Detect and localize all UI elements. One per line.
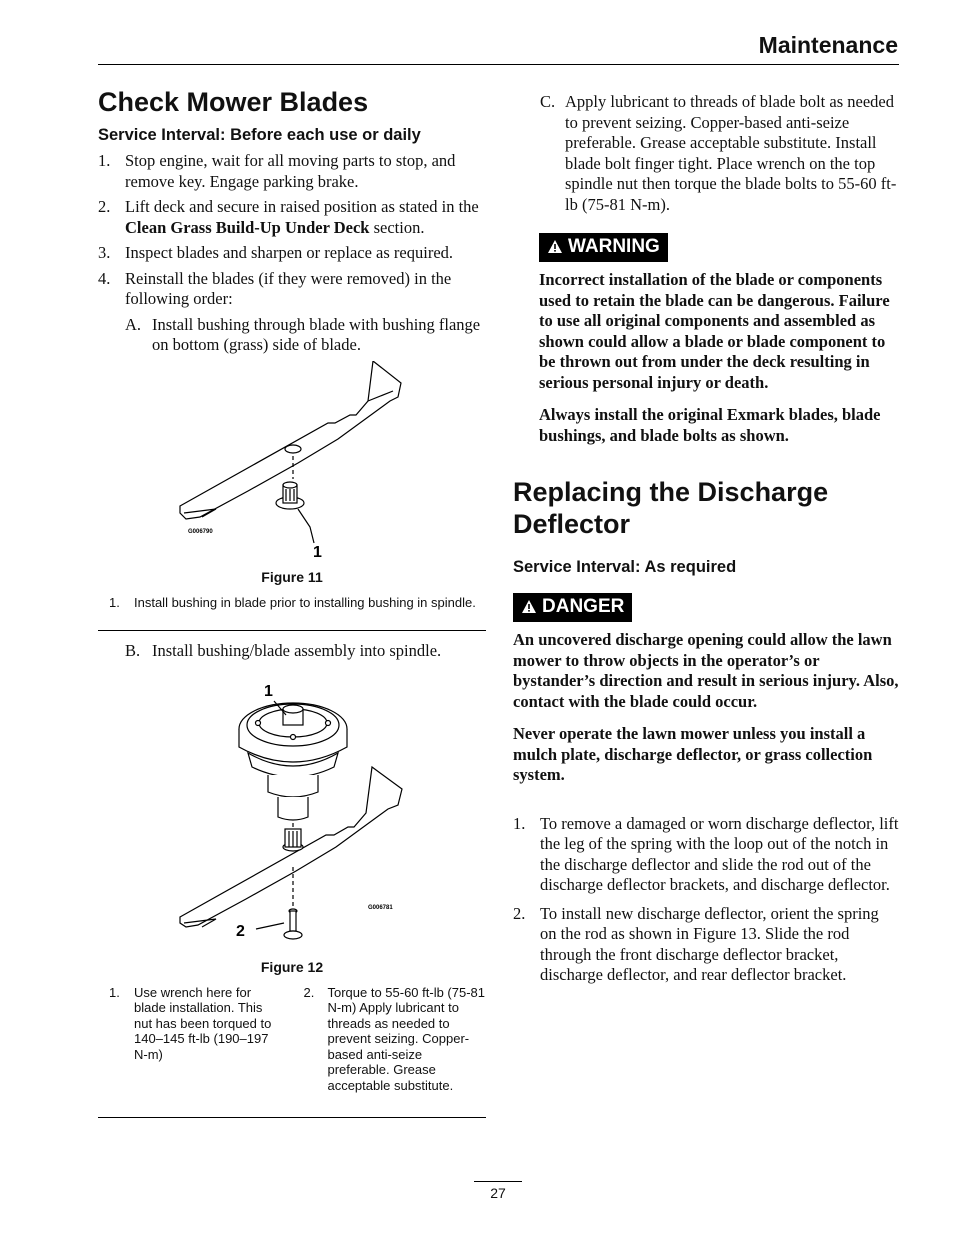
figure-11-callout-1: 1	[313, 543, 322, 561]
deflector-step-1: 1. To remove a damaged or worn discharge deflector, lift the leg of the spring with the loop out of the notch in the discharge deflector and slide the rod out of the discharge deflector brackets, and discharge deflector.	[513, 813, 899, 894]
danger-text-2: Never operate the lawn mower unless you install a mulch plate, discharge deflector, or grass collection system.	[513, 724, 873, 784]
figure-12-notes	[98, 985, 486, 1094]
deflector-steps	[513, 814, 899, 986]
warning-block	[539, 233, 899, 446]
danger-badge: DANGER	[513, 593, 632, 622]
check-blades-steps	[98, 151, 486, 310]
warning-text-2: Always install the original Exmark blades, blade bushings, and blade bolts as shown.	[539, 405, 881, 445]
warning-triangle-icon	[521, 599, 537, 614]
figure-11-rule	[98, 630, 486, 631]
deflector-interval: Service Interval: As required	[513, 558, 737, 576]
figure-11-caption: Figure 11	[261, 568, 323, 585]
step-1: 1. Stop engine, wait for all moving parts to stop, and remove key. Engage parking brake.	[98, 151, 456, 191]
figure-11-note-1: 1. Install bushing in blade prior to installing bushing in spindle.	[109, 594, 476, 610]
figure-12-note-1: 1. Use wrench here for blade installation. This nut has been torqued to 140–145 ft-lb (190–197 N-m)	[109, 984, 272, 1062]
figure-12-callout-2: 2	[236, 922, 245, 940]
step-4: 4. Reinstall the blades (if they were removed) in the following order:	[98, 268, 452, 308]
check-blades-interval: Service Interval: Before each use or daily	[98, 126, 421, 144]
figure-12-spindle-assembly-illustration	[98, 667, 486, 957]
danger-text-1: An uncovered discharge opening could allow the lawn mower to throw objects in the operator’s or bystander’s direction and result in serious injury. Also, contact with the blade could occur.	[513, 630, 899, 711]
substep-c: C. Apply lubricant to threads of blade bolt as needed to prevent seizing. Copper-based anti-seize preferable. Grease acceptable substitute. Install blade bolt finger tight. Place wrench on the top spindle nut then torque the blade bolts to 55-60 ft-lb (75-81 N-m).	[540, 92, 897, 214]
figure-12-caption: Figure 12	[260, 958, 324, 975]
step-3: 3. Inspect blades and sharpen or replace as required.	[98, 243, 454, 262]
right-column	[513, 92, 899, 991]
figure-12-rule	[98, 1117, 486, 1118]
figure-11-code: G006790	[188, 528, 213, 535]
footer-rule	[474, 1181, 522, 1182]
danger-block	[513, 593, 899, 786]
left-column	[98, 86, 486, 1118]
header-rule	[98, 64, 899, 65]
warning-badge: WARNING	[539, 233, 668, 262]
warning-triangle-icon	[547, 239, 563, 254]
deflector-title: Replacing the Discharge Deflector	[513, 477, 829, 539]
figure-12-code: G006781	[368, 904, 393, 911]
figure-12-note-2: 2. Torque to 55-60 ft-lb (75-81 N-m) Apply lubricant to threads as needed to prevent seizing. Copper-based anti-seize preferable. Grease acceptable substitute.	[303, 984, 486, 1093]
figure-11-blade-bushing-illustration	[98, 361, 486, 567]
deflector-step-2: 2. To install new discharge deflector, orient the spring on the rod as shown in Figure 13. Slide the rod through the front discharge deflector bracket, discharge deflector, and rear deflector bracket.	[513, 903, 879, 984]
figure-12-callout-1: 1	[264, 682, 273, 700]
substep-b: B. Install bushing/blade assembly into spindle.	[125, 641, 442, 660]
substep-a: A. Install bushing through blade with bushing flange on bottom (grass) side of blade.	[125, 314, 481, 354]
check-blades-title: Check Mower Blades	[98, 87, 369, 117]
warning-text-1: Incorrect installation of the blade or components used to retain the blade can be dangerous. Failure to use all original components and assembled as shown could allow a blade or blade component to be thrown out from under the deck resulting in serious personal injury or death.	[539, 270, 890, 392]
section-reference: Clean Grass Build-Up Under Deck	[125, 217, 370, 237]
page-number: 27	[490, 1185, 506, 1201]
step-2: 2. Lift deck and secure in raised position as stated in the Clean Grass Build-Up Under Deck section.	[98, 197, 479, 237]
figure-11-notes	[98, 595, 486, 611]
section-header: Maintenance	[758, 32, 898, 58]
